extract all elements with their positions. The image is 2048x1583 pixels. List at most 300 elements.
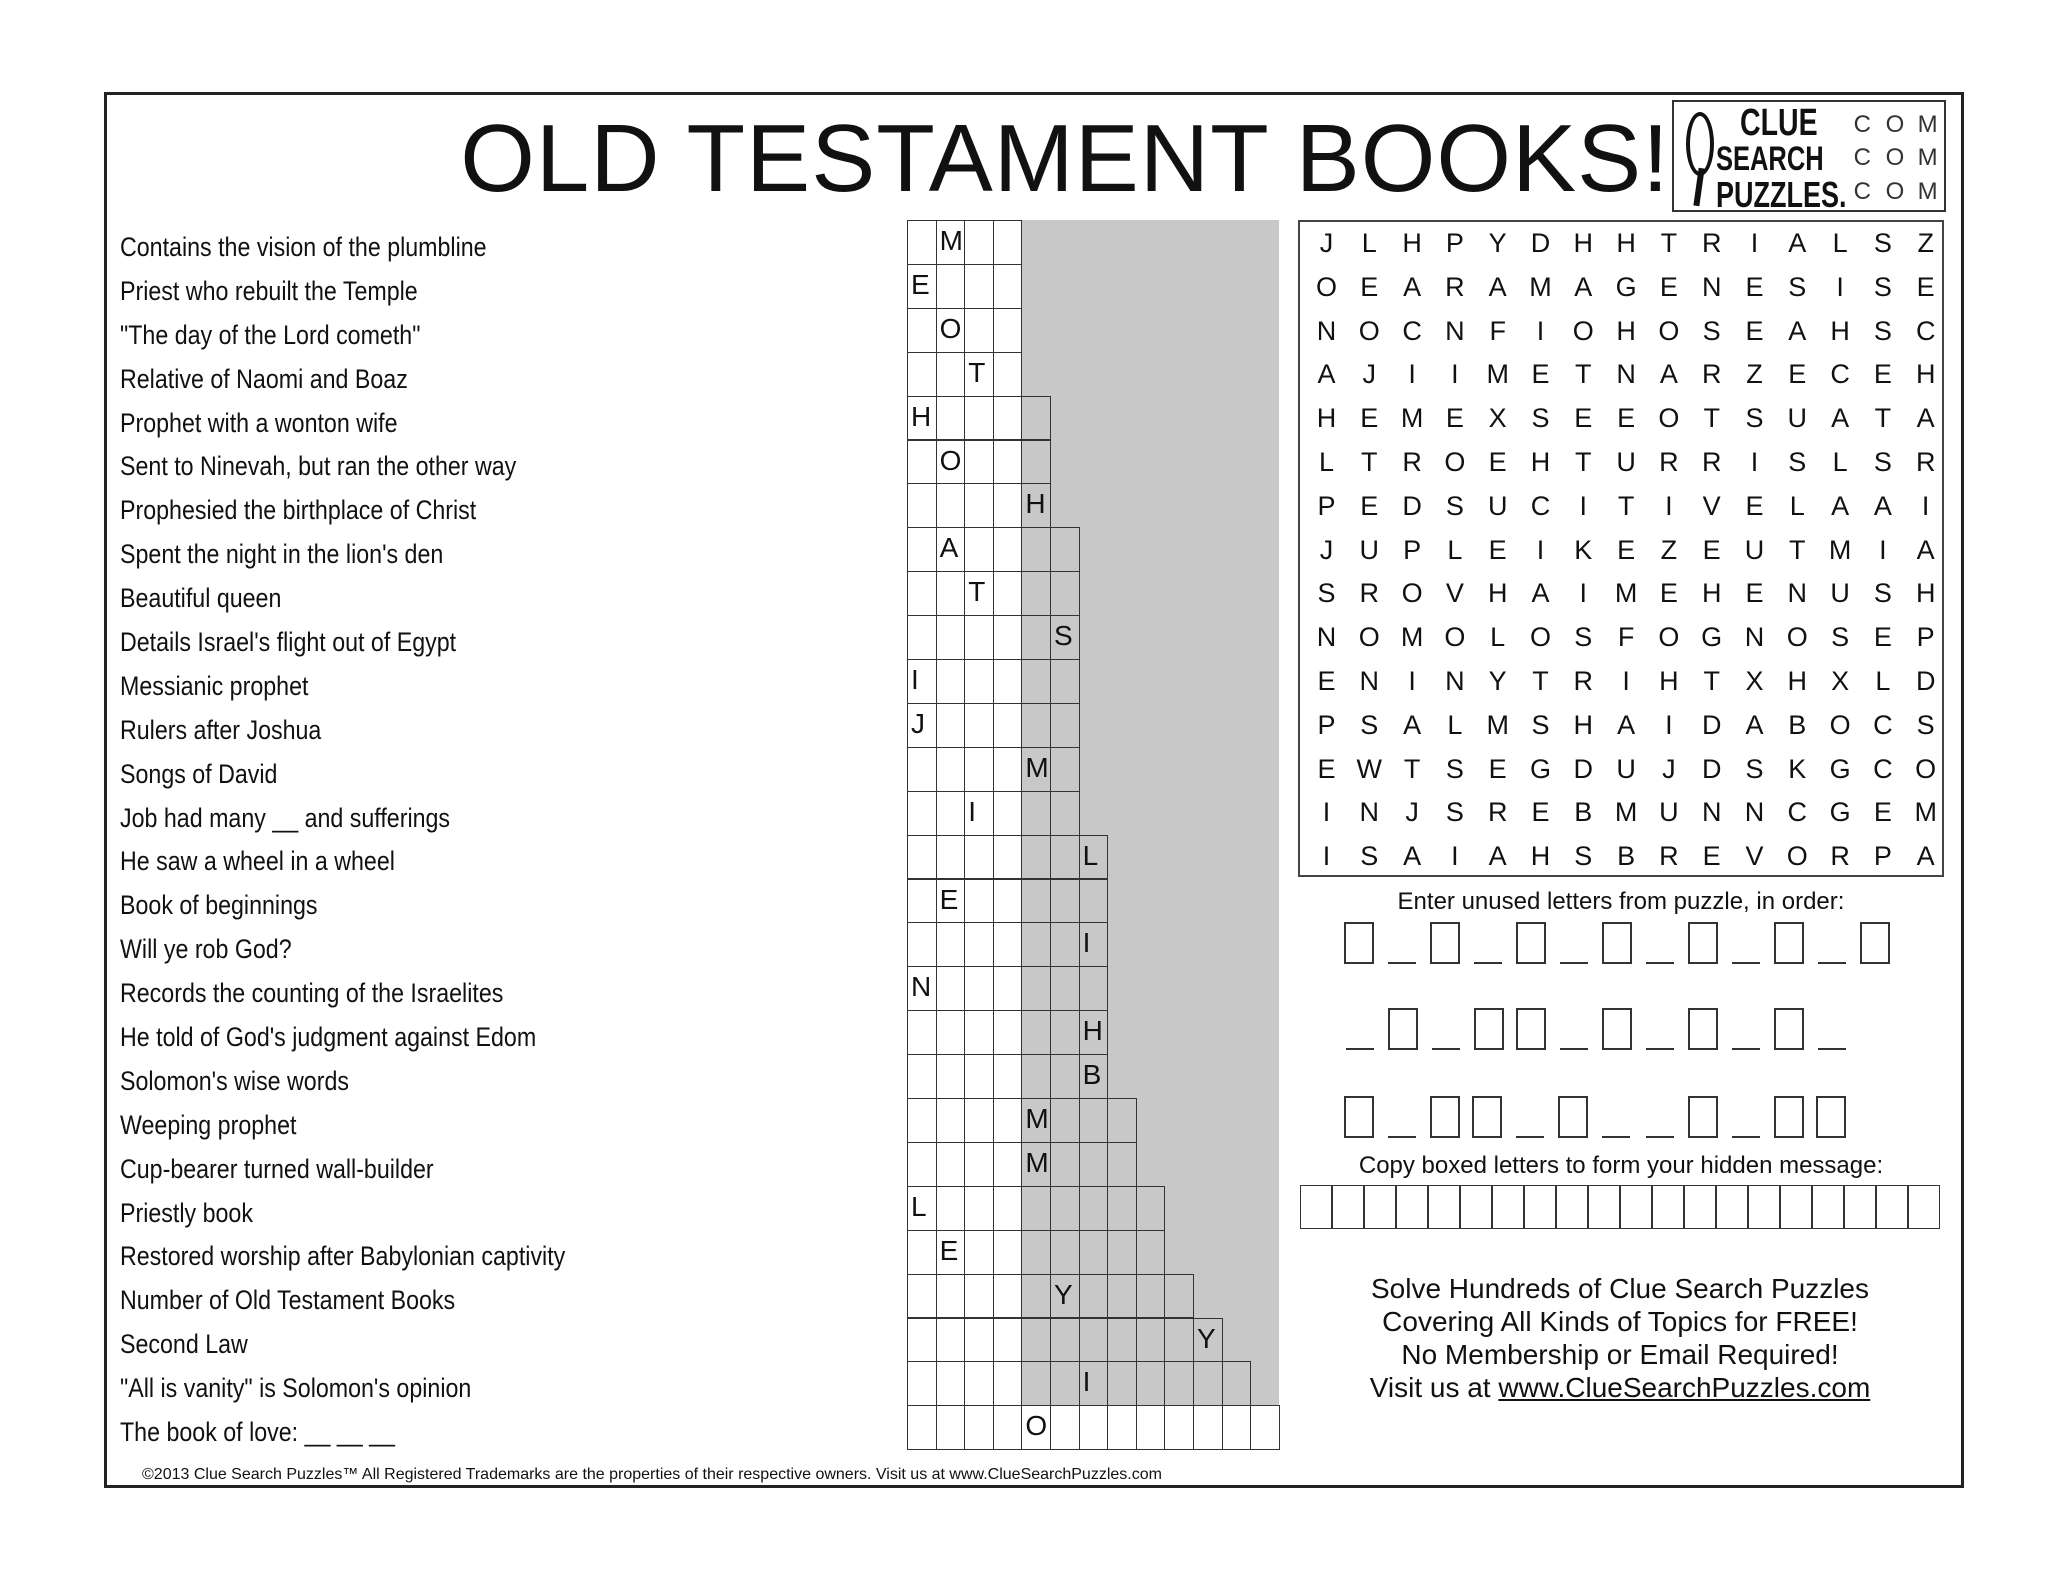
word-search-letter[interactable]: B bbox=[1574, 797, 1593, 828]
unused-letter-blank[interactable] bbox=[1646, 1048, 1674, 1050]
answer-cell[interactable] bbox=[907, 527, 937, 572]
unused-letter-box[interactable] bbox=[1774, 922, 1804, 964]
answer-cell[interactable] bbox=[993, 879, 1023, 924]
word-search-letter[interactable]: O bbox=[1658, 403, 1680, 434]
answer-hint-letter[interactable]: M bbox=[1021, 747, 1051, 792]
word-search-letter[interactable]: H bbox=[1915, 359, 1936, 390]
answer-hint-letter[interactable]: E bbox=[907, 264, 937, 309]
word-search-letter[interactable]: S bbox=[1745, 403, 1764, 434]
answer-cell[interactable] bbox=[1021, 440, 1051, 485]
answer-cell[interactable] bbox=[1050, 966, 1080, 1011]
word-search-letter[interactable]: D bbox=[1701, 753, 1722, 784]
answer-cell[interactable] bbox=[1107, 1405, 1137, 1450]
answer-cell[interactable] bbox=[1193, 1361, 1223, 1406]
word-search-letter[interactable]: H bbox=[1915, 578, 1936, 609]
word-search-letter[interactable]: D bbox=[1915, 666, 1936, 696]
word-search-letter[interactable]: U bbox=[1487, 490, 1508, 521]
word-search-letter[interactable]: R bbox=[1701, 359, 1722, 390]
word-search-letter[interactable]: C bbox=[1915, 315, 1936, 346]
word-search-letter[interactable]: E bbox=[1702, 534, 1721, 565]
answer-cell[interactable] bbox=[907, 1098, 937, 1143]
word-search-letter[interactable]: J bbox=[1662, 753, 1676, 784]
unused-letter-blank[interactable] bbox=[1646, 1136, 1674, 1138]
word-search-letter[interactable]: S bbox=[1574, 841, 1593, 872]
hidden-message-cell[interactable] bbox=[1684, 1185, 1716, 1229]
word-search-letter[interactable]: S bbox=[1831, 622, 1850, 653]
word-search-letter[interactable]: I bbox=[1536, 315, 1545, 346]
word-search-letter[interactable]: I bbox=[1622, 666, 1630, 696]
answer-cell[interactable] bbox=[907, 1054, 937, 1099]
word-search-letter[interactable]: H bbox=[1316, 403, 1337, 434]
answer-cell[interactable] bbox=[907, 615, 937, 660]
hidden-message-cell[interactable] bbox=[1396, 1185, 1428, 1229]
answer-cell[interactable] bbox=[993, 396, 1023, 441]
word-search-letter[interactable]: H bbox=[1787, 666, 1808, 696]
word-search-letter[interactable]: N bbox=[1701, 797, 1722, 828]
answer-cell[interactable] bbox=[936, 1405, 966, 1450]
word-search-letter[interactable]: E bbox=[1360, 403, 1379, 434]
unused-letter-blank[interactable] bbox=[1732, 1136, 1760, 1138]
word-search-letter[interactable]: O bbox=[1529, 622, 1551, 653]
word-search-letter[interactable]: I bbox=[1879, 534, 1887, 565]
unused-letter-box[interactable] bbox=[1430, 922, 1460, 964]
unused-letter-box[interactable] bbox=[1516, 922, 1546, 964]
answer-cell[interactable] bbox=[1021, 1054, 1051, 1099]
word-search-letter[interactable]: E bbox=[1873, 797, 1892, 828]
word-search-letter[interactable]: E bbox=[1745, 490, 1764, 521]
answer-cell[interactable] bbox=[936, 966, 966, 1011]
unused-letter-box[interactable] bbox=[1430, 1096, 1460, 1138]
hidden-message-cell[interactable] bbox=[1716, 1185, 1748, 1229]
word-search-letter[interactable]: O bbox=[1444, 447, 1466, 477]
word-search-letter[interactable]: O bbox=[1786, 841, 1808, 872]
answer-cell[interactable] bbox=[964, 1361, 994, 1406]
answer-cell[interactable] bbox=[1021, 1230, 1051, 1275]
unused-letter-box[interactable] bbox=[1688, 922, 1718, 964]
answer-cell[interactable] bbox=[936, 1318, 966, 1363]
unused-letter-blank[interactable] bbox=[1346, 1048, 1374, 1050]
word-search-letter[interactable]: E bbox=[1745, 315, 1764, 346]
unused-letter-box[interactable] bbox=[1816, 1096, 1846, 1138]
word-search-letter[interactable]: U bbox=[1616, 447, 1636, 477]
word-search-letter[interactable]: O bbox=[1444, 622, 1466, 653]
answer-cell[interactable] bbox=[1107, 1230, 1137, 1275]
word-search-letter[interactable]: S bbox=[1445, 753, 1464, 784]
hidden-message-cell[interactable] bbox=[1524, 1185, 1556, 1229]
word-search-letter[interactable]: E bbox=[1531, 359, 1550, 390]
word-search-letter[interactable]: F bbox=[1617, 622, 1635, 653]
word-search-letter[interactable]: W bbox=[1356, 753, 1383, 784]
word-search-letter[interactable]: N bbox=[1445, 666, 1465, 696]
unused-letter-blank[interactable] bbox=[1602, 1136, 1630, 1138]
word-search-letter[interactable]: P bbox=[1873, 841, 1892, 872]
answer-cell[interactable] bbox=[907, 879, 937, 924]
hidden-message-cell[interactable] bbox=[1364, 1185, 1396, 1229]
answer-cell[interactable] bbox=[993, 352, 1023, 397]
answer-cell[interactable] bbox=[993, 220, 1023, 265]
word-search-letter[interactable]: L bbox=[1318, 447, 1335, 477]
unused-letter-box[interactable] bbox=[1602, 1008, 1632, 1050]
hidden-message-cell[interactable] bbox=[1556, 1185, 1588, 1229]
answer-cell[interactable] bbox=[936, 791, 966, 836]
answer-hint-letter[interactable]: H bbox=[907, 396, 937, 441]
answer-cell[interactable] bbox=[936, 615, 966, 660]
word-search-letter[interactable]: S bbox=[1873, 315, 1892, 346]
word-search-letter[interactable]: J bbox=[1319, 534, 1334, 565]
word-search-letter[interactable]: E bbox=[1317, 753, 1336, 784]
hidden-message-cell[interactable] bbox=[1332, 1185, 1364, 1229]
word-search-letter[interactable]: T bbox=[1575, 447, 1592, 477]
word-search-letter[interactable]: G bbox=[1829, 753, 1851, 784]
unused-letter-box[interactable] bbox=[1774, 1008, 1804, 1050]
word-search-letter[interactable]: O bbox=[1786, 622, 1808, 653]
word-search-letter[interactable]: M bbox=[1529, 271, 1552, 302]
answer-cell[interactable] bbox=[993, 527, 1023, 572]
word-search-letter[interactable]: N bbox=[1359, 797, 1380, 828]
unused-letter-box[interactable] bbox=[1688, 1096, 1718, 1138]
answer-cell[interactable] bbox=[993, 1010, 1023, 1055]
answer-cell[interactable] bbox=[964, 527, 994, 572]
website-link[interactable]: www.ClueSearchPuzzles.com bbox=[1498, 1372, 1871, 1403]
answer-cell[interactable] bbox=[1107, 1361, 1137, 1406]
word-search-letter[interactable]: T bbox=[1617, 490, 1635, 521]
word-search-letter[interactable]: O bbox=[1829, 709, 1851, 740]
answer-cell[interactable] bbox=[1079, 879, 1109, 924]
word-search-letter[interactable]: A bbox=[1659, 359, 1678, 390]
word-search-letter[interactable]: S bbox=[1873, 228, 1892, 258]
word-search-letter[interactable]: E bbox=[1574, 403, 1593, 434]
word-search-letter[interactable]: A bbox=[1403, 709, 1422, 740]
word-search-letter[interactable]: I bbox=[1921, 490, 1930, 521]
hidden-message-cell[interactable] bbox=[1908, 1185, 1940, 1229]
word-search-letter[interactable]: G bbox=[1701, 622, 1723, 653]
word-search-letter[interactable]: R bbox=[1701, 447, 1722, 477]
answer-hint-letter[interactable]: M bbox=[1021, 1142, 1051, 1187]
answer-cell[interactable] bbox=[993, 659, 1023, 704]
hidden-message-cell[interactable] bbox=[1428, 1185, 1460, 1229]
word-search-letter[interactable]: E bbox=[1488, 753, 1507, 784]
word-search-letter[interactable]: E bbox=[1745, 578, 1764, 609]
answer-cell[interactable] bbox=[936, 396, 966, 441]
word-search-letter[interactable]: E bbox=[1360, 271, 1379, 302]
hidden-message-cell[interactable] bbox=[1460, 1185, 1492, 1229]
answer-cell[interactable] bbox=[1079, 1405, 1109, 1450]
word-search-letter[interactable]: E bbox=[1360, 490, 1379, 521]
answer-cell[interactable] bbox=[1021, 659, 1051, 704]
answer-cell[interactable] bbox=[936, 571, 966, 616]
word-search-letter[interactable]: S bbox=[1445, 797, 1464, 828]
word-search-letter[interactable]: P bbox=[1916, 622, 1935, 653]
word-search-letter[interactable]: J bbox=[1362, 359, 1377, 390]
word-search-letter[interactable]: A bbox=[1831, 403, 1850, 434]
answer-hint-letter[interactable]: E bbox=[936, 1230, 966, 1275]
word-search-letter[interactable]: J bbox=[1319, 228, 1334, 258]
answer-cell[interactable] bbox=[907, 571, 937, 616]
answer-cell[interactable] bbox=[1050, 527, 1080, 572]
answer-cell[interactable] bbox=[1050, 659, 1080, 704]
answer-cell[interactable] bbox=[964, 966, 994, 1011]
answer-cell[interactable] bbox=[1193, 1405, 1223, 1450]
answer-cell[interactable] bbox=[907, 835, 937, 880]
word-search-letter[interactable]: S bbox=[1745, 753, 1764, 784]
answer-hint-letter[interactable]: L bbox=[907, 1186, 937, 1231]
answer-hint-letter[interactable]: M bbox=[936, 220, 966, 265]
hidden-message-cell[interactable] bbox=[1588, 1185, 1620, 1229]
answer-cell[interactable] bbox=[1021, 571, 1051, 616]
word-search-letter[interactable]: P bbox=[1317, 709, 1336, 740]
hidden-message-cell[interactable] bbox=[1780, 1185, 1812, 1229]
unused-letter-box[interactable] bbox=[1388, 1008, 1418, 1050]
word-search-letter[interactable]: C bbox=[1873, 753, 1893, 784]
answer-hint-letter[interactable]: O bbox=[936, 308, 966, 353]
word-search-letter[interactable]: A bbox=[1317, 359, 1336, 390]
answer-cell[interactable] bbox=[907, 440, 937, 485]
word-search-letter[interactable]: P bbox=[1317, 490, 1336, 521]
word-search-letter[interactable]: R bbox=[1402, 447, 1422, 477]
word-search-letter[interactable]: X bbox=[1831, 666, 1850, 696]
answer-cell[interactable] bbox=[936, 264, 966, 309]
word-search-letter[interactable]: M bbox=[1614, 797, 1638, 828]
answer-cell[interactable] bbox=[1021, 879, 1051, 924]
unused-letter-blank[interactable] bbox=[1432, 1048, 1460, 1050]
answer-cell[interactable] bbox=[1136, 1405, 1166, 1450]
answer-cell[interactable] bbox=[1107, 1274, 1137, 1319]
answer-cell[interactable] bbox=[993, 483, 1023, 528]
word-search-letter[interactable]: Z bbox=[1746, 359, 1763, 390]
word-search-letter[interactable]: S bbox=[1445, 490, 1464, 521]
word-search-letter[interactable]: M bbox=[1400, 622, 1424, 653]
word-search-letter[interactable]: R bbox=[1487, 797, 1508, 828]
word-search-letter[interactable]: E bbox=[1617, 534, 1636, 565]
word-search-letter[interactable]: U bbox=[1744, 534, 1765, 565]
word-search-letter[interactable]: N bbox=[1744, 622, 1765, 653]
answer-cell[interactable] bbox=[907, 352, 937, 397]
word-search-letter[interactable]: N bbox=[1316, 622, 1337, 653]
answer-cell[interactable] bbox=[993, 440, 1023, 485]
answer-hint-letter[interactable]: I bbox=[907, 659, 937, 704]
answer-cell[interactable] bbox=[993, 1098, 1023, 1143]
word-search-letter[interactable]: O bbox=[1658, 622, 1680, 653]
answer-cell[interactable] bbox=[1079, 1230, 1109, 1275]
answer-cell[interactable] bbox=[907, 1405, 937, 1450]
answer-cell[interactable] bbox=[993, 1318, 1023, 1363]
answer-cell[interactable] bbox=[1107, 1318, 1137, 1363]
word-search-letter[interactable]: D bbox=[1573, 753, 1594, 784]
answer-hint-letter[interactable]: O bbox=[1021, 1405, 1051, 1450]
word-search-letter[interactable]: T bbox=[1532, 666, 1549, 696]
word-search-letter[interactable]: H bbox=[1701, 578, 1722, 609]
answer-cell[interactable] bbox=[964, 396, 994, 441]
answer-cell[interactable] bbox=[964, 1142, 994, 1187]
answer-cell[interactable] bbox=[993, 1054, 1023, 1099]
answer-cell[interactable] bbox=[1222, 1405, 1252, 1450]
word-search-letter[interactable]: U bbox=[1616, 753, 1636, 784]
answer-hint-letter[interactable]: O bbox=[936, 440, 966, 485]
word-search-letter[interactable]: H bbox=[1659, 666, 1679, 696]
answer-cell[interactable] bbox=[1021, 527, 1051, 572]
word-search-letter[interactable]: E bbox=[1702, 841, 1721, 872]
answer-cell[interactable] bbox=[993, 308, 1023, 353]
unused-letter-blank[interactable] bbox=[1474, 962, 1502, 964]
answer-cell[interactable] bbox=[993, 1186, 1023, 1231]
unused-letter-box[interactable] bbox=[1344, 1096, 1374, 1138]
answer-cell[interactable] bbox=[993, 1405, 1023, 1450]
answer-cell[interactable] bbox=[964, 440, 994, 485]
word-search-letter[interactable]: H bbox=[1487, 578, 1508, 609]
word-search-letter[interactable]: O bbox=[1315, 271, 1337, 302]
answer-cell[interactable] bbox=[936, 1274, 966, 1319]
word-search-letter[interactable]: S bbox=[1531, 403, 1550, 434]
answer-cell[interactable] bbox=[964, 1405, 994, 1450]
answer-cell[interactable] bbox=[964, 1098, 994, 1143]
unused-letter-box[interactable] bbox=[1472, 1096, 1502, 1138]
answer-cell[interactable] bbox=[993, 1274, 1023, 1319]
word-search-letter[interactable]: D bbox=[1530, 228, 1551, 258]
word-search-letter[interactable]: L bbox=[1447, 709, 1463, 740]
word-search-letter[interactable]: T bbox=[1575, 359, 1592, 390]
word-search-letter[interactable]: I bbox=[1836, 271, 1844, 302]
answer-cell[interactable] bbox=[964, 747, 994, 792]
word-search-letter[interactable]: U bbox=[1830, 578, 1850, 609]
answer-cell[interactable] bbox=[964, 922, 994, 967]
hidden-message-cell[interactable] bbox=[1492, 1185, 1524, 1229]
unused-letter-blank[interactable] bbox=[1646, 962, 1674, 964]
answer-cell[interactable] bbox=[964, 1230, 994, 1275]
word-search-letter[interactable]: A bbox=[1531, 578, 1550, 609]
answer-hint-letter[interactable]: T bbox=[964, 571, 994, 616]
word-search-letter[interactable]: L bbox=[1832, 447, 1848, 477]
word-search-letter[interactable]: K bbox=[1574, 534, 1593, 565]
word-search-letter[interactable]: V bbox=[1745, 841, 1764, 872]
word-search-letter[interactable]: H bbox=[1573, 228, 1594, 258]
word-search-letter[interactable]: M bbox=[1914, 797, 1937, 828]
word-search-letter[interactable]: D bbox=[1701, 709, 1722, 740]
word-search-letter[interactable]: M bbox=[1400, 403, 1424, 434]
unused-letter-box[interactable] bbox=[1516, 1008, 1546, 1050]
unused-letter-blank[interactable] bbox=[1516, 1136, 1544, 1138]
answer-cell[interactable] bbox=[1021, 966, 1051, 1011]
word-search-letter[interactable]: E bbox=[1445, 403, 1464, 434]
answer-cell[interactable] bbox=[1050, 1186, 1080, 1231]
answer-cell[interactable] bbox=[1021, 791, 1051, 836]
answer-cell[interactable] bbox=[936, 483, 966, 528]
word-search-letter[interactable]: A bbox=[1916, 403, 1935, 434]
answer-cell[interactable] bbox=[1021, 396, 1051, 441]
word-search-letter[interactable]: A bbox=[1403, 271, 1422, 302]
answer-cell[interactable] bbox=[907, 922, 937, 967]
answer-cell[interactable] bbox=[936, 1098, 966, 1143]
answer-hint-letter[interactable]: M bbox=[1021, 1098, 1051, 1143]
answer-cell[interactable] bbox=[993, 966, 1023, 1011]
unused-letter-blank[interactable] bbox=[1388, 962, 1416, 964]
word-search-letter[interactable]: Z bbox=[1917, 228, 1934, 258]
answer-cell[interactable] bbox=[1079, 1318, 1109, 1363]
word-search-letter[interactable]: S bbox=[1360, 841, 1379, 872]
word-search-letter[interactable]: S bbox=[1916, 709, 1935, 740]
answer-cell[interactable] bbox=[1222, 1361, 1252, 1406]
word-search-letter[interactable]: S bbox=[1317, 578, 1336, 609]
word-search-letter[interactable]: I bbox=[1579, 578, 1588, 609]
unused-letter-box[interactable] bbox=[1474, 1008, 1504, 1050]
answer-cell[interactable] bbox=[964, 1318, 994, 1363]
word-search-letter[interactable]: P bbox=[1445, 228, 1464, 258]
answer-cell[interactable] bbox=[936, 1054, 966, 1099]
answer-cell[interactable] bbox=[964, 483, 994, 528]
answer-cell[interactable] bbox=[1136, 1186, 1166, 1231]
answer-cell[interactable] bbox=[964, 308, 994, 353]
answer-hint-letter[interactable]: B bbox=[1079, 1054, 1109, 1099]
answer-cell[interactable] bbox=[907, 791, 937, 836]
answer-cell[interactable] bbox=[1079, 1274, 1109, 1319]
word-search-letter[interactable]: L bbox=[1789, 490, 1805, 521]
answer-cell[interactable] bbox=[907, 308, 937, 353]
word-search-letter[interactable]: Z bbox=[1660, 534, 1678, 565]
hidden-message-cell[interactable] bbox=[1300, 1185, 1332, 1229]
answer-cell[interactable] bbox=[1050, 1098, 1080, 1143]
answer-cell[interactable] bbox=[993, 615, 1023, 660]
answer-cell[interactable] bbox=[1050, 1142, 1080, 1187]
word-search-letter[interactable]: R bbox=[1701, 228, 1722, 258]
word-search-letter[interactable]: N bbox=[1701, 271, 1722, 302]
unused-letter-blank[interactable] bbox=[1388, 1136, 1416, 1138]
word-search-letter[interactable]: A bbox=[1488, 271, 1507, 302]
answer-cell[interactable] bbox=[993, 571, 1023, 616]
hidden-message-cell[interactable] bbox=[1652, 1185, 1684, 1229]
answer-cell[interactable] bbox=[936, 352, 966, 397]
answer-cell[interactable] bbox=[907, 1142, 937, 1187]
unused-letter-blank[interactable] bbox=[1732, 962, 1760, 964]
word-search-letter[interactable]: I bbox=[1536, 534, 1545, 565]
answer-hint-letter[interactable]: Y bbox=[1050, 1274, 1080, 1319]
word-search-letter[interactable]: I bbox=[1579, 490, 1588, 521]
hidden-message-cell[interactable] bbox=[1876, 1185, 1908, 1229]
word-search-letter[interactable]: O bbox=[1915, 753, 1937, 784]
word-search-letter[interactable]: D bbox=[1402, 490, 1422, 521]
word-search-letter[interactable]: T bbox=[1361, 447, 1378, 477]
answer-cell[interactable] bbox=[1021, 922, 1051, 967]
word-search-letter[interactable]: X bbox=[1488, 403, 1507, 434]
answer-cell[interactable] bbox=[1050, 1361, 1080, 1406]
answer-cell[interactable] bbox=[936, 1361, 966, 1406]
word-search-letter[interactable]: V bbox=[1702, 490, 1721, 521]
answer-hint-letter[interactable]: N bbox=[907, 966, 937, 1011]
answer-cell[interactable] bbox=[1050, 703, 1080, 748]
word-search-letter[interactable]: E bbox=[1659, 578, 1678, 609]
word-search-letter[interactable]: H bbox=[1530, 447, 1551, 477]
word-search-letter[interactable]: V bbox=[1445, 578, 1464, 609]
answer-cell[interactable] bbox=[1107, 1098, 1137, 1143]
answer-cell[interactable] bbox=[1021, 1010, 1051, 1055]
word-search-letter[interactable]: A bbox=[1488, 841, 1507, 872]
answer-cell[interactable] bbox=[1050, 922, 1080, 967]
word-search-letter[interactable]: C bbox=[1787, 797, 1808, 828]
unused-letter-blank[interactable] bbox=[1818, 962, 1846, 964]
answer-cell[interactable] bbox=[993, 747, 1023, 792]
word-search-letter[interactable]: Y bbox=[1488, 666, 1507, 696]
word-search-letter[interactable]: J bbox=[1405, 797, 1419, 828]
word-search-letter[interactable]: S bbox=[1788, 271, 1807, 302]
word-search-letter[interactable]: A bbox=[1788, 315, 1807, 346]
answer-cell[interactable] bbox=[993, 835, 1023, 880]
word-search-letter[interactable]: A bbox=[1745, 709, 1764, 740]
answer-cell[interactable] bbox=[1021, 703, 1051, 748]
answer-cell[interactable] bbox=[993, 791, 1023, 836]
answer-cell[interactable] bbox=[936, 1186, 966, 1231]
word-search-letter[interactable]: C bbox=[1402, 315, 1422, 346]
unused-letter-box[interactable] bbox=[1860, 922, 1890, 964]
word-search-letter[interactable]: B bbox=[1788, 709, 1807, 740]
answer-cell[interactable] bbox=[1164, 1318, 1194, 1363]
